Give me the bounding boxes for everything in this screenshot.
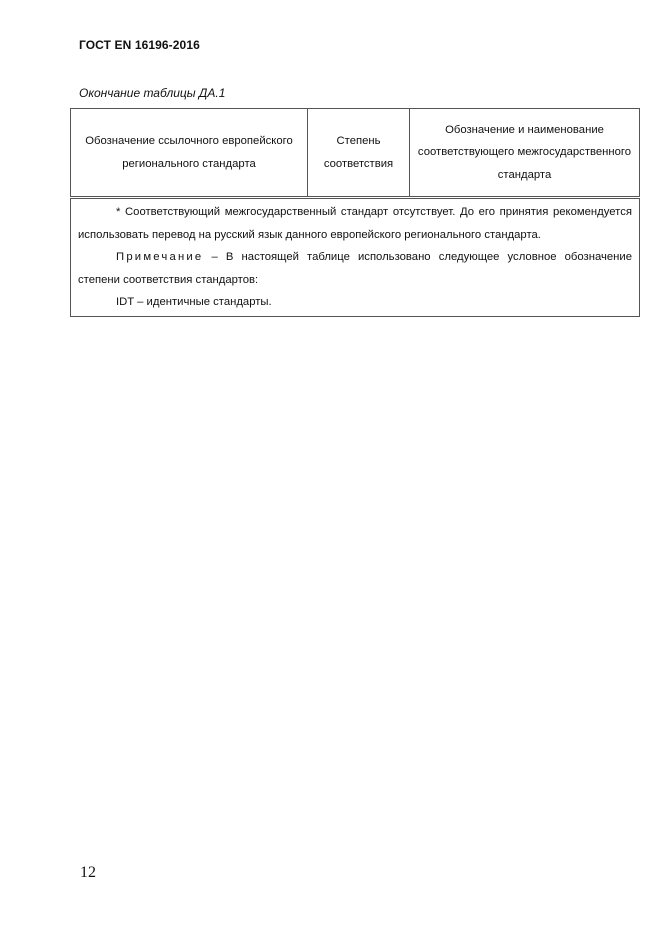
- note-paragraph: [78, 246, 632, 291]
- document-header: ГОСТ EN 16196-2016: [79, 38, 200, 52]
- note-label: Примечание: [116, 251, 204, 263]
- footnote-text: * Соответствующий межгосударственный стандарт отсутствует. До его принятия рекомендуется использовать перевод на русский язык данного европейского регионального стандарта.: [78, 206, 632, 241]
- table-header-row: [71, 109, 640, 198]
- table-caption: Окончание таблицы ДА.1: [79, 86, 226, 100]
- column-header-interstate-standard: Обозначение и наименование соответствующего межгосударственного стандарта: [410, 109, 640, 198]
- column-header-european-standard: Обозначение ссылочного европейского регионального стандарта: [71, 109, 308, 198]
- standards-table: [70, 108, 640, 317]
- table-notes-cell: [71, 198, 640, 317]
- table-notes-row: [71, 198, 640, 317]
- reference-table: [70, 108, 639, 317]
- idt-definition: IDT – идентичные стандарты.: [116, 296, 272, 308]
- note-text: – В настоящей таблице использовано следующее условное обозначение степени соответствия стандартов:: [78, 251, 632, 286]
- column-header-conformity-degree: Степень соответствия: [308, 109, 410, 198]
- page-number: 12: [80, 864, 96, 881]
